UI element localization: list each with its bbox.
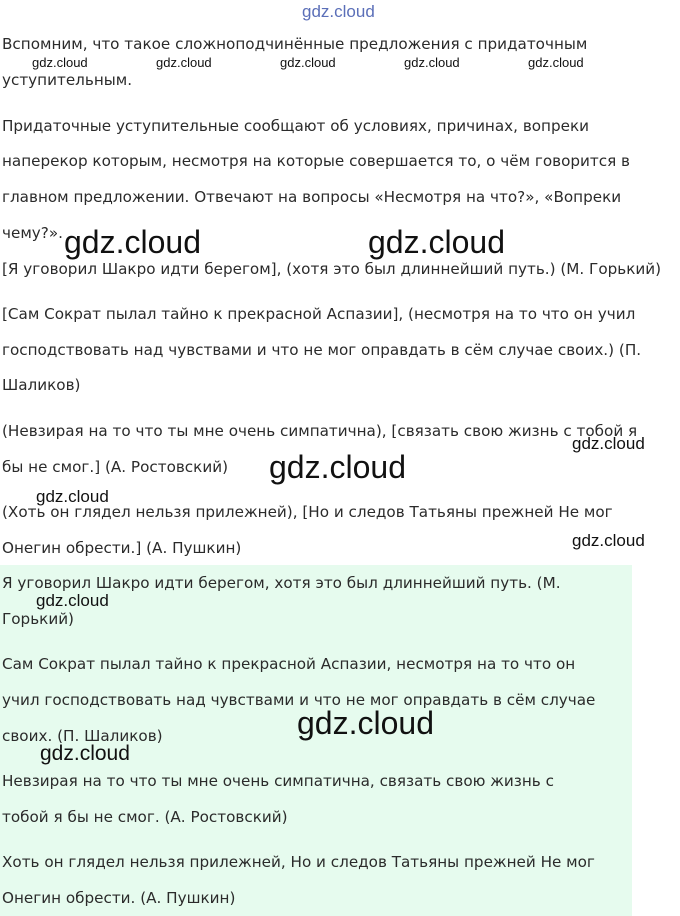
example-marked-line: Онегин обрести.] (А. Пушкин)	[2, 539, 242, 557]
watermark: gdz.cloud	[404, 55, 460, 70]
example-marked-line: [Я уговорил Шакро идти берегом], (хотя это был длиннейший путь.) (М. Горький)	[2, 260, 662, 278]
watermark: gdz.cloud	[572, 434, 645, 453]
answer-line: Горький)	[2, 610, 74, 628]
watermark: gdz.cloud	[36, 591, 109, 610]
watermark: gdz.cloud	[36, 487, 109, 506]
example-marked-line: бы не смог.] (А. Ростовский)	[2, 458, 228, 476]
watermark: gdz.cloud	[32, 55, 88, 70]
watermark: gdz.cloud	[368, 224, 505, 260]
watermark: gdz.cloud	[40, 742, 130, 765]
watermark: gdz.cloud	[528, 55, 584, 70]
example-marked-line: (Хоть он глядел нельзя прилежней), [Но и следов Татьяны прежней Не мог	[2, 503, 613, 521]
definition-line: чему?».	[2, 224, 63, 242]
watermark: gdz.cloud	[64, 224, 201, 260]
watermark: gdz.cloud	[280, 55, 336, 70]
definition-line: Придаточные уступительные сообщают об условиях, причинах, вопреки	[2, 117, 590, 135]
intro-line-1: Вспомним, что такое сложноподчинённые предложения с придаточным	[2, 35, 588, 53]
example-marked-line: Шаликов)	[2, 376, 81, 394]
watermark: gdz.cloud	[572, 531, 645, 550]
watermark: gdz.cloud	[302, 2, 375, 21]
example-marked-line: (Невзирая на то что ты мне очень симпатична), [связать свою жизнь с тобой я	[2, 422, 638, 440]
intro-line-2: уступительным.	[2, 71, 133, 89]
answer-line: Я уговорил Шакро идти берегом, хотя это был длиннейший путь. (М.	[2, 574, 561, 592]
definition-line: наперекор которым, несмотря на которые совершается то, о чём говорится в	[2, 152, 631, 170]
watermark: gdz.cloud	[269, 449, 406, 485]
watermark: gdz.cloud	[297, 705, 434, 741]
answer-line: тобой я бы не смог. (А. Ростовский)	[2, 808, 288, 826]
answer-line: учил господствовать над чувствами и что не мог оправдать в сём случае	[2, 691, 596, 709]
example-marked-line: [Сам Сократ пылал тайно к прекрасной Аспазии], (несмотря на то что он учил	[2, 305, 636, 323]
answer-line: Онегин обрести. (А. Пушкин)	[2, 889, 236, 907]
watermark: gdz.cloud	[156, 55, 212, 70]
example-marked-line: господствовать над чувствами и что не мог оправдать в сём случае своих.) (П.	[2, 341, 642, 359]
answer-line: Хоть он глядел нельзя прилежней, Но и следов Татьяны прежней Не мог	[2, 853, 595, 871]
answer-line: своих. (П. Шаликов)	[2, 727, 163, 745]
answer-line: Невзирая на то что ты мне очень симпатична, связать свою жизнь с	[2, 772, 554, 790]
definition-line: главном предложении. Отвечают на вопросы «Несмотря на что?», «Вопреки	[2, 188, 622, 206]
answer-line: Сам Сократ пылал тайно к прекрасной Аспазии, несмотря на то что он	[2, 655, 576, 673]
